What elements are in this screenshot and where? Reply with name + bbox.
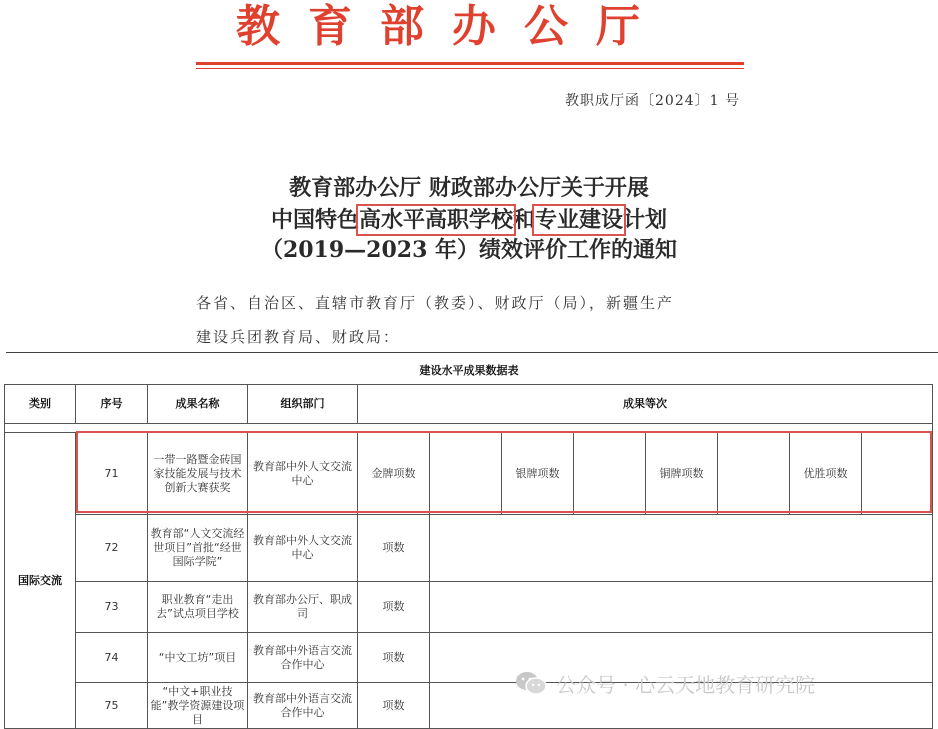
- watermark: [514, 668, 815, 698]
- name-cell: 一带一路暨金砖国家技能发展与技术创新大赛获奖: [148, 433, 248, 515]
- notice-title-line-1: 教育部办公厅 财政部办公厅关于开展: [289, 175, 649, 201]
- blank-cell: [718, 433, 790, 515]
- count-cell: 项数: [358, 633, 430, 683]
- seq-cell: 72: [76, 515, 148, 582]
- name-cell: 教育部“人文交流经世项目”首批“经世国际学院”: [148, 515, 248, 582]
- notice-title-prefix: 中国特色: [270, 207, 359, 233]
- table-header-row: [5, 385, 933, 424]
- count-cell: 项数: [358, 683, 430, 729]
- category-cell: 国际交流: [5, 433, 76, 729]
- seq-cell: 71: [76, 433, 148, 515]
- table-row: [5, 515, 933, 582]
- org-cell: 教育部中外人文交流中心: [248, 515, 358, 582]
- masthead-title: 教育部办公厅: [236, 1, 668, 52]
- document-number: 教职成厅函〔2024〕1 号: [565, 93, 740, 109]
- recipients-line-1: 各省、自治区、直辖市教育厅（教委）、财政厅（局），新疆生产: [196, 294, 675, 312]
- section-divider: [6, 352, 938, 353]
- blank-cell: [862, 433, 933, 515]
- name-cell: “中文工坊”项目: [148, 633, 248, 683]
- org-cell: 教育部办公厅、职成司: [248, 582, 358, 633]
- org-cell: 教育部中外语言交流合作中心: [248, 633, 358, 683]
- masthead: [0, 0, 938, 60]
- table-caption: 建设水平成果数据表: [419, 364, 519, 377]
- org-cell: 教育部中外人文交流中心: [248, 433, 358, 515]
- bronze-count-cell: 铜牌项数: [646, 433, 718, 515]
- name-cell: “中文+职业技能”教学资源建设项目: [148, 683, 248, 729]
- blank-cell: [574, 433, 646, 515]
- notice-title-and: 和: [512, 207, 535, 233]
- red-rule-thick: [196, 62, 744, 65]
- highlight-specialty-construction: 专业建设: [535, 207, 624, 233]
- winner-count-cell: 优胜项数: [790, 433, 862, 515]
- blank-cell: [430, 433, 502, 515]
- header-category: 类别: [5, 385, 76, 424]
- table-gap-row: [5, 424, 933, 433]
- table-row: [5, 582, 933, 633]
- name-cell: 职业教育“走出去”试点项目学校: [148, 582, 248, 633]
- notice-title-line-2: [0, 204, 938, 236]
- org-cell: 教育部中外语言交流合作中心: [248, 683, 358, 729]
- wechat-icon: [514, 670, 548, 696]
- notice-title-line-3: （2019—2023 年）绩效评价工作的通知: [260, 237, 678, 263]
- count-cell: 项数: [358, 515, 430, 582]
- silver-count-cell: 银牌项数: [502, 433, 574, 515]
- seq-cell: 73: [76, 582, 148, 633]
- seq-cell: 74: [76, 633, 148, 683]
- watermark-text: 公众号 · 心云天地教育研究院: [556, 672, 816, 697]
- header-rank: 成果等次: [358, 385, 933, 424]
- table-row: [5, 433, 933, 515]
- notice-title-suffix: 计划: [623, 207, 668, 233]
- header-org: 组织部门: [248, 385, 358, 424]
- count-cell: 项数: [358, 582, 430, 633]
- gold-count-cell: 金牌项数: [358, 433, 430, 515]
- highlight-high-level-schools: 高水平高职学校: [358, 207, 513, 233]
- blank-cell: [430, 582, 933, 633]
- seq-cell: 75: [76, 683, 148, 729]
- recipients-line-2: 建设兵团教育局、财政局：: [196, 328, 401, 346]
- red-rule-thin: [196, 68, 744, 69]
- blank-cell: [430, 515, 933, 582]
- header-seq: 序号: [76, 385, 148, 424]
- header-name: 成果名称: [148, 385, 248, 424]
